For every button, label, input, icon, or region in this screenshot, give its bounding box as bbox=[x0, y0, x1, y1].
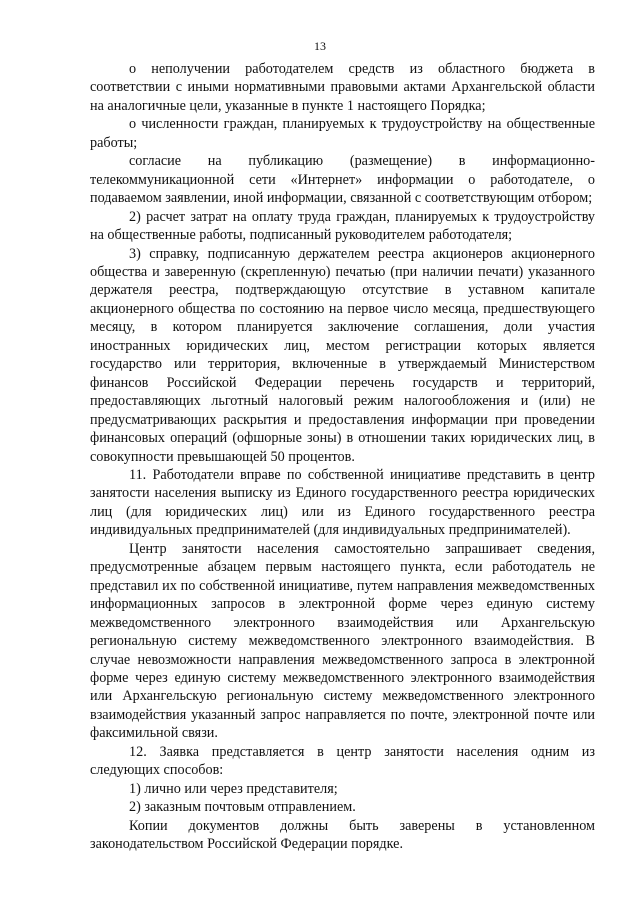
list-item-in-person: 1) лично или через представителя; bbox=[129, 780, 338, 797]
list-item-registered-mail: 2) заказным почтовым отправлением. bbox=[129, 799, 356, 816]
paragraph-no-funds-statement: о неполучении работодателем средств из областного бюджета в соответствии с иными нормативными правовыми актами Архангельской области на аналогичные цели, указанные в пункте 1 настоящего Порядка; bbox=[90, 61, 595, 114]
body-text bbox=[90, 60, 595, 853]
paragraph-certified-copies: Копии документов должны быть заверены в установленном законодательством Российской Федерации порядке. bbox=[90, 817, 595, 853]
paragraph-clause-11-register-extract: 11. Работодатели вправе по собственной инициативе представить в центр занятости населения выписку из Единого государственного реестра юридических лиц (для юридических лиц) или из Единого государственного реестра индивидуальных предпринимателей (для индивидуальных предпринимателей). bbox=[90, 466, 595, 539]
paragraph-item-3-shareholder-certificate: 3) справку, подписанную держателем реестра акционеров акционерного общества и заверенную (скрепленную) печатью (при наличии печати) указанного держателя реестра, подтверждающую отсутствие в уставном капитале акционерного общества по состоянию на первое число месяца, предшествующего месяцу, в котором планируется заключение соглашения, доли участия иностранных юридических лиц, местом регистрации которых является государство или территория, включенные в утверждаемый Министерством финансов Российской Федерации перечень государств и территорий, предоставляющих льготный налоговый режим налогообложения и (или) не предусматривающих раскрытия и предоставления информации при проведении финансовых операций (офшорные зоны) в отношении таких юридических лиц, в совокупности превышающей 50 процентов. bbox=[90, 245, 595, 465]
page-number: 13 bbox=[314, 39, 326, 53]
paragraph-workers-count: о численности граждан, планируемых к трудоустройству на общественные работы; bbox=[90, 116, 595, 151]
paragraph-publication-consent: согласие на публикацию (размещение) в информационно-телекоммуникационной сети «Интернет» информации о работодателе, о подаваемом заявлении, иной информации, связанной с соответствующим отбором; bbox=[90, 153, 595, 207]
paragraph-interagency-requests: Центр занятости населения самостоятельно запрашивает сведения, предусмотренные абзацем первым настоящего пункта, если работодатель не представил их по собственной инициативе, путем направления межведомственных информационных запросов в электронной форме через единую систему межведомственного электронного взаимодействия или Архангельскую региональную систему межведомственного электронного взаимодействия. В случае невозможности направления межведомственного запроса в электронной форме через единую систему межведомственного электронного взаимодействия или Архангельскую региональную систему межведомственного электронного взаимодействия указанный запрос направляется по почте, электронной почте или факсимильной связи. bbox=[90, 540, 595, 742]
paragraph-item-2-cost-calculation: 2) расчет затрат на оплату труда граждан, планируемых к трудоустройству на общественные работы, подписанный руководителем работодателя; bbox=[90, 208, 595, 244]
paragraph-clause-12-submission: 12. Заявка представляется в центр занятости населения одним из следующих способов: bbox=[90, 743, 595, 779]
